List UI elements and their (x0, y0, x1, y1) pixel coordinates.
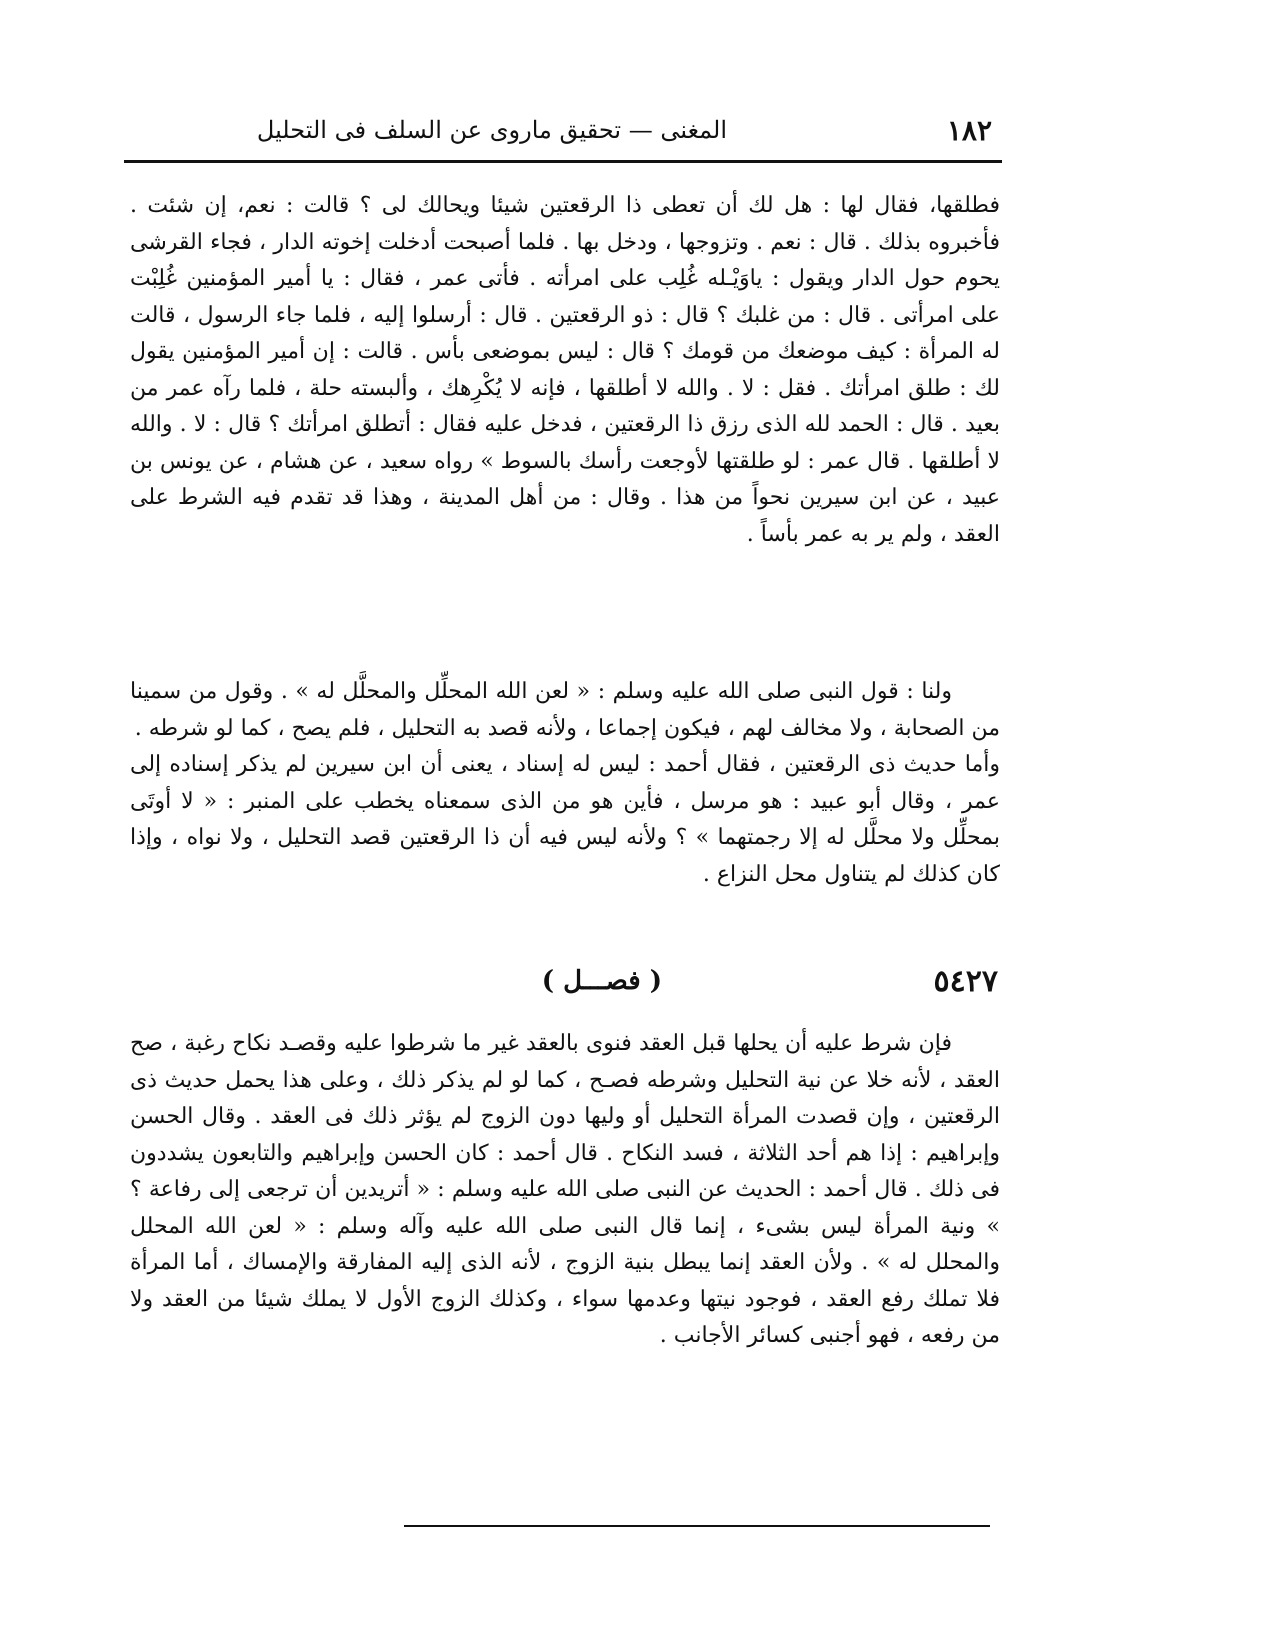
paragraph: ولنا : قول النبى صلى الله عليه وسلم : « لعن الله المحلِّل والمحلَّل له » . وقول من سمينا من الصحابة ، ولا مخالف لهم ، فيكون إجماعا ، ولأنه قصد به التحليل ، فلم يصح ، كما لو شرطه . (130, 679, 1000, 741)
section-heading (124, 962, 1002, 1008)
text-block-section (130, 1026, 1000, 1355)
header-rule (124, 160, 1002, 163)
paragraph: فإن شرط عليه أن يحلها قبل العقد فنوى بالعقد غير ما شرطوا عليه وقصـد نكاح رغبة ، صح العقد ، لأنه خلا عن نية التحليل وشرطه فصـح ، كما لو لم يذكر ذلك ، وعلى هذا يحمل حديث ذى الرقعتين ، وإن قصدت المرأة التحليل أو وليها دون الزوج لم يؤثر ذلك فى العقد . وقال الحسن وإبراهيم : إذا هم أحد الثلاثة ، فسد النكاح . قال أحمد : كان الحسن وإبراهيم والتابعون يشددون فى ذلك . قال أحمد : الحديث عن النبى صلى الله عليه وسلم : « أتريدين أن ترجعى إلى رفاعة ؟ » ونية المرأة ليس بشىء ، إنما قال النبى صلى الله عليه وآله وسلم : « لعن الله المحلل والمحلل له » . ولأن العقد إنما يبطل بنية الزوج ، لأنه الذى إليه المفارقة والإمساك ، أما المرأة فلا تملك رفع العقد ، فوجود نيتها وعدمها سواء ، وكذلك الزوج الأول لا يملك شيئا من العقد ولا من رفعه ، فهو أجنبى كسائر الأجانب . (130, 1031, 1000, 1348)
footer-rule (404, 1525, 990, 1527)
running-title: المغنى — تحقيق ماروى عن السلف فى التحليل (256, 116, 727, 144)
section-number: ٥٤٢٧ (933, 964, 998, 999)
paragraph: فطلقها، فقال لها : هل لك أن تعطى ذا الرقعتين شيئا ويحالك لى ؟ قالت : نعم، إن شئت . فأخبروه بذلك . قال : نعم . وتزوجها ، ودخل بها . فلما أصبحت أدخلت إخوته الدار ، فجاء القرشى يحوم حول الدار ويقول : ياوَيْـله غُلِب على امرأته . فأتى عمر ، فقال : يا أمير المؤمنين غُلِبْت على امرأتى . قال : من غلبك ؟ قال : ذو الرقعتين . قال : أرسلوا إليه ، فلما جاء الرسول ، قالت له المرأة : كيف موضعك من قومك ؟ قال : ليس بموضعى بأس . قالت : إن أمير المؤمنين يقول لك : طلق امرأتك . فقل : لا . والله لا أطلقها ، فإنه لا يُكْرِهك ، وألبسته حلة ، فلما رآه عمر من بعيد . قال : الحمد لله الذى رزق ذا الرقعتين ، فدخل عليه فقال : أتطلق امرأتك ؟ قال : لا . والله لا أطلقها . قال عمر : لو طلقتها لأوجعت رأسك بالسوط » رواه سعيد ، عن هشام ، عن يونس بن عبيد ، عن ابن سيرين نحواً من هذا . وقال : من أهل المدينة ، وهذا قد تقدم فيه الشرط على العقد ، ولم ير به عمر بأساً . (130, 193, 1000, 547)
text-block-argument (130, 674, 1000, 893)
text-block-narration (130, 188, 1000, 553)
page-number: ١٨٢ (946, 114, 992, 147)
running-head (124, 110, 1002, 154)
paragraph: وأما حديث ذى الرقعتين ، فقال أحمد : ليس له إسناد ، يعنى أن ابن سيرين لم يذكر إسناده إلى عمر ، وقال أبو عبيد : هو مرسل ، فأين هو من الذى سمعناه يخطب على المنبر : « لا أوتَى بمحلِّل ولا محلَّل له إلا رجمتهما » ؟ ولأنه ليس فيه أن ذا الرقعتين قصد التحليل ، ولا نواه ، وإذا كان كذلك لم يتناول محل النزاع . (130, 752, 1000, 887)
section-title: ( فصـــل ) (541, 966, 662, 996)
